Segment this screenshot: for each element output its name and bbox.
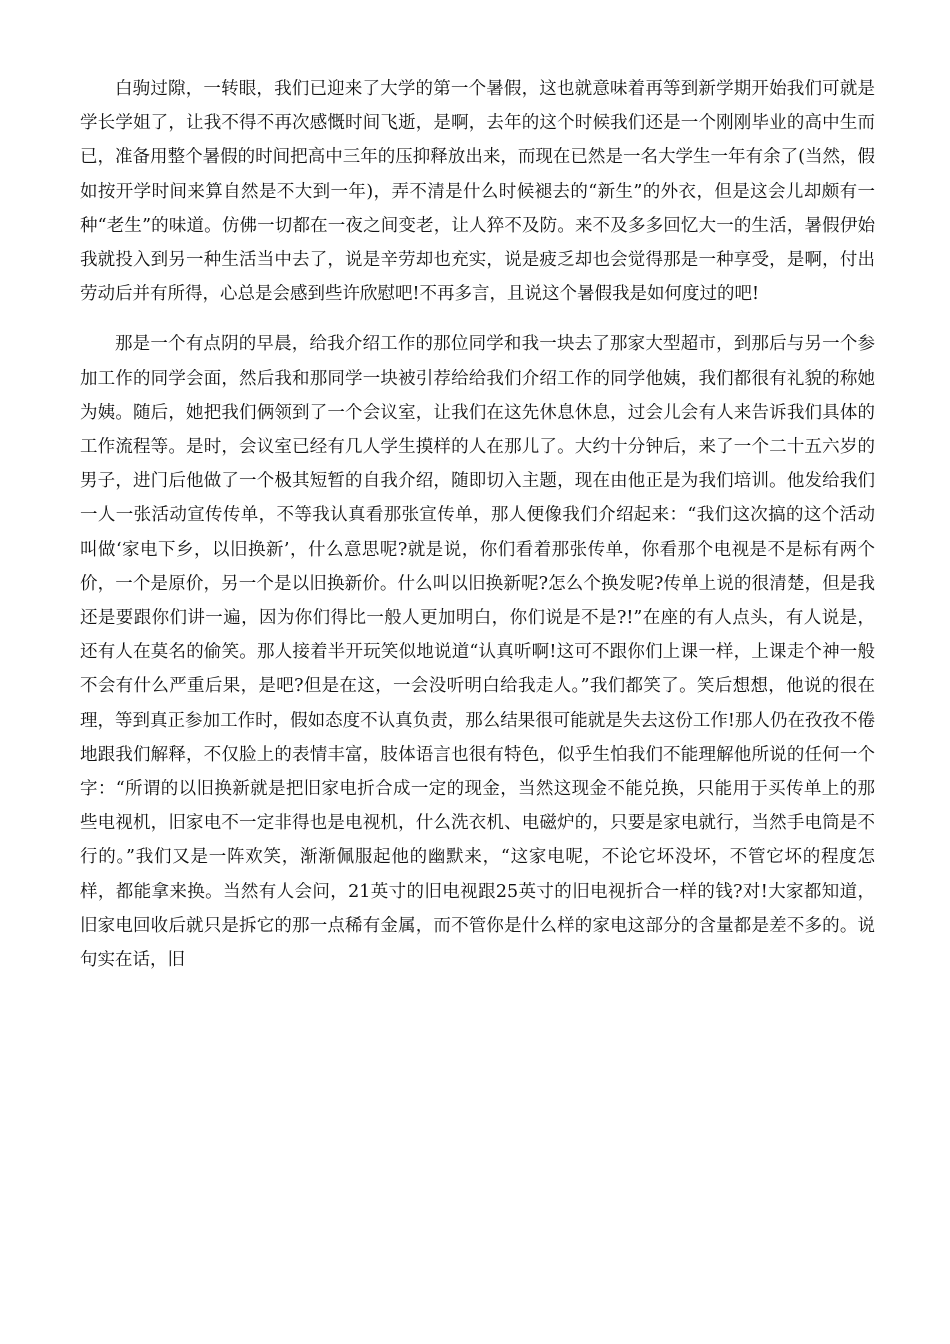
paragraph-training: 那是一个有点阴的早晨，给我介绍工作的那位同学和我一块去了那家大型超市，到那后与另一个参加工作的同学会面，然后我和那同学一块被引荐给给我们介绍工作的同学他姨，我们都很有礼貌的称她为姨。随后，她把我们俩领到了一个会议室，让我们在这先休息休息，过会儿会有人来告诉我们具体的工作流程等。是时，会议室已经有几人学生摸样的人在那儿了。大约十分钟后，来了一个二十五六岁的男子，进门后他做了一个极其短暂的自我介绍，随即切入主题，现在由他正是为我们培训。他发给我们一人一张活动宣传传单，不等我认真看那张宣传单，那人便像我们介绍起来：“我们这次搞的这个活动叫做‘家电下乡，以旧换新’，什么意思呢?就是说，你们看着那张传单，你看那个电视是不是标有两个价，一个是原价，另一个是以旧换新价。什么叫以旧换新呢?怎么个换发呢?传单上说的很清楚，但是我还是要跟你们讲一遍，因为你们得比一般人更加明白，你们说是不是?!”在座的有人点头，有人说是，还有人在莫名的偷笑。那人接着半开玩笑似地说道“认真听啊!这可不跟你们上课一样，上课走个神一般不会有什么严重后果，是吧?但是在这，一会没听明白给我走人。”我们都笑了。笑后想想，他说的很在理，等到真正参加工作时，假如态度不认真负责，那么结果很可能就是失去这份工作!那人仍在孜孜不倦地跟我们解释，不仅脸上的表情丰富，肢体语言也很有特色，似乎生怕我们不能理解他所说的任何一个字：“所谓的以旧换新就是把旧家电折合成一定的现金，当然这现金不能兑换，只能用于买传单上的那些电视机，旧家电不一定非得也是电视机，什么洗衣机、电磁炉的，只要是家电就行，当然手电筒是不行的。”我们又是一阵欢笑，渐渐佩服起他的幽默来，“这家电呢，不论它坏没坏，不管它坏的程度怎样，都能拿来换。当然有人会问，21英寸的旧电视跟25英寸的旧电视折合一样的钱?对!大家都知道，旧家电回收后就只是拆它的那一点稀有金属，而不管你是什么样的家电这部分的含量都是差不多的。说句实在话，旧 — [80, 334, 875, 971]
document-page — [80, 72, 875, 977]
paragraph-intro: 白驹过隙，一转眼，我们已迎来了大学的第一个暑假，这也就意味着再等到新学期开始我们可就是学长学姐了，让我不得不再次感慨时间飞逝，是啊，去年的这个时候我们还是一个刚刚毕业的高中生而已，准备用整个暑假的时间把高中三年的压抑释放出来，而现在已然是一名大学生一年有余了(当然，假如按开学时间来算自然是不大到一年)，弄不清是什么时候褪去的“新生”的外衣，但是这会儿却颇有一种“老生”的味道。仿佛一切都在一夜之间变老，让人猝不及防。来不及多多回忆大一的生活，暑假伊始我就投入到另一种生活当中去了，说是辛劳却也充实，说是疲乏却也会觉得那是一种享受，是啊，付出劳动后并有所得，心总是会感到些许欣慰吧!不再多言，且说这个暑假我是如何度过的吧! — [80, 79, 875, 305]
